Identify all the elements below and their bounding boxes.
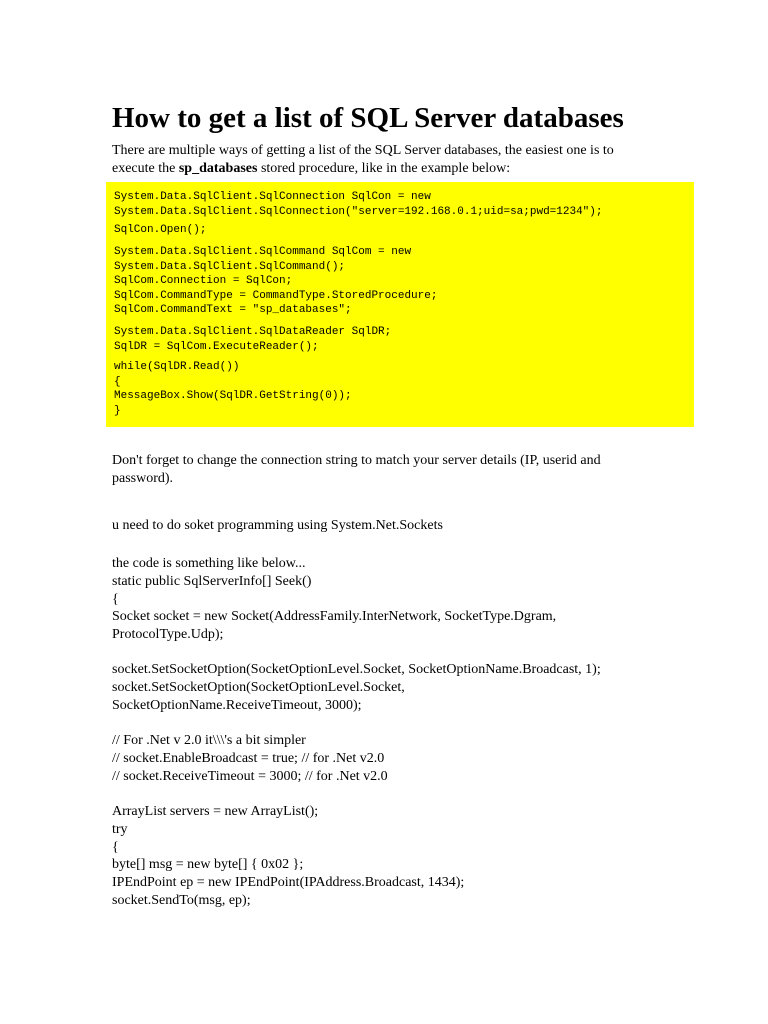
code-text-line: { — [112, 840, 119, 855]
code-line: System.Data.SqlClient.SqlConnection("server=192.168.0.1;uid=sa;pwd=1234"); — [114, 206, 603, 218]
answer-line: the code is something like below... — [112, 556, 306, 571]
code-text-line: Socket socket = new Socket(AddressFamily.InterNetwork, SocketType.Dgram, — [112, 609, 557, 624]
code-line: System.Data.SqlClient.SqlDataReader SqlDR; — [114, 326, 392, 338]
code-line: SqlCom.Connection = SqlCon; — [114, 275, 293, 287]
intro-line-1: There are multiple ways of getting a list of the SQL Server databases, the easiest one is to — [112, 143, 614, 158]
code-line: { — [114, 376, 121, 388]
code-line: MessageBox.Show(SqlDR.GetString(0)); — [114, 390, 352, 402]
code-text-line: socket.SendTo(msg, ep); — [112, 893, 251, 908]
code-text-line: try — [112, 822, 128, 837]
note-line: Don't forget to change the connection string to match your server details (IP, userid and — [112, 453, 601, 468]
code-text-line: // socket.ReceiveTimeout = 3000; // for .Net v2.0 — [112, 769, 388, 784]
intro-line-2-post: stored procedure, like in the example below: — [257, 161, 511, 176]
code-line: } — [114, 405, 121, 417]
intro-line-2 — [112, 160, 672, 178]
code-text-line: // socket.EnableBroadcast = true; // for .Net v2.0 — [112, 751, 385, 766]
code-text-line: socket.SetSocketOption(SocketOptionLevel.Socket, — [112, 680, 405, 695]
intro-line-2-pre: execute the — [112, 161, 179, 176]
code-text-line: { — [112, 592, 119, 607]
code-block — [106, 182, 694, 427]
code-line: SqlDR = SqlCom.ExecuteReader(); — [114, 341, 319, 353]
code-text-line: ArrayList servers = new ArrayList(); — [112, 804, 319, 819]
code-line: System.Data.SqlClient.SqlCommand SqlCom = new — [114, 246, 412, 258]
code-text-line: IPEndPoint ep = new IPEndPoint(IPAddress.Broadcast, 1434); — [112, 875, 465, 890]
page-title: How to get a list of SQL Server databases — [112, 102, 624, 134]
code-text-line: SocketOptionName.ReceiveTimeout, 3000); — [112, 698, 362, 713]
code-line: SqlCon.Open(); — [114, 224, 207, 236]
code-line: while(SqlDR.Read()) — [114, 361, 240, 373]
answer-line: u need to do soket programming using System.Net.Sockets — [112, 518, 443, 533]
code-line: System.Data.SqlClient.SqlCommand(); — [114, 261, 346, 273]
sp-databases-keyword: sp_databases — [178, 161, 258, 176]
code-line: SqlCom.CommandText = "sp_databases"; — [114, 304, 352, 316]
note-line: password). — [112, 471, 174, 486]
code-text-line: ProtocolType.Udp); — [112, 627, 224, 642]
code-text-line: static public SqlServerInfo[] Seek() — [112, 574, 312, 589]
code-line: System.Data.SqlClient.SqlConnection SqlCon = new — [114, 191, 431, 203]
code-line: SqlCom.CommandType = CommandType.StoredProcedure; — [114, 290, 438, 302]
code-text-line: byte[] msg = new byte[] { 0x02 }; — [112, 857, 304, 872]
code-text-line: // For .Net v 2.0 it\\\'s a bit simpler — [112, 733, 306, 748]
code-text-line: socket.SetSocketOption(SocketOptionLevel.Socket, SocketOptionName.Broadcast, 1); — [112, 662, 601, 677]
intro-paragraph — [112, 142, 672, 178]
